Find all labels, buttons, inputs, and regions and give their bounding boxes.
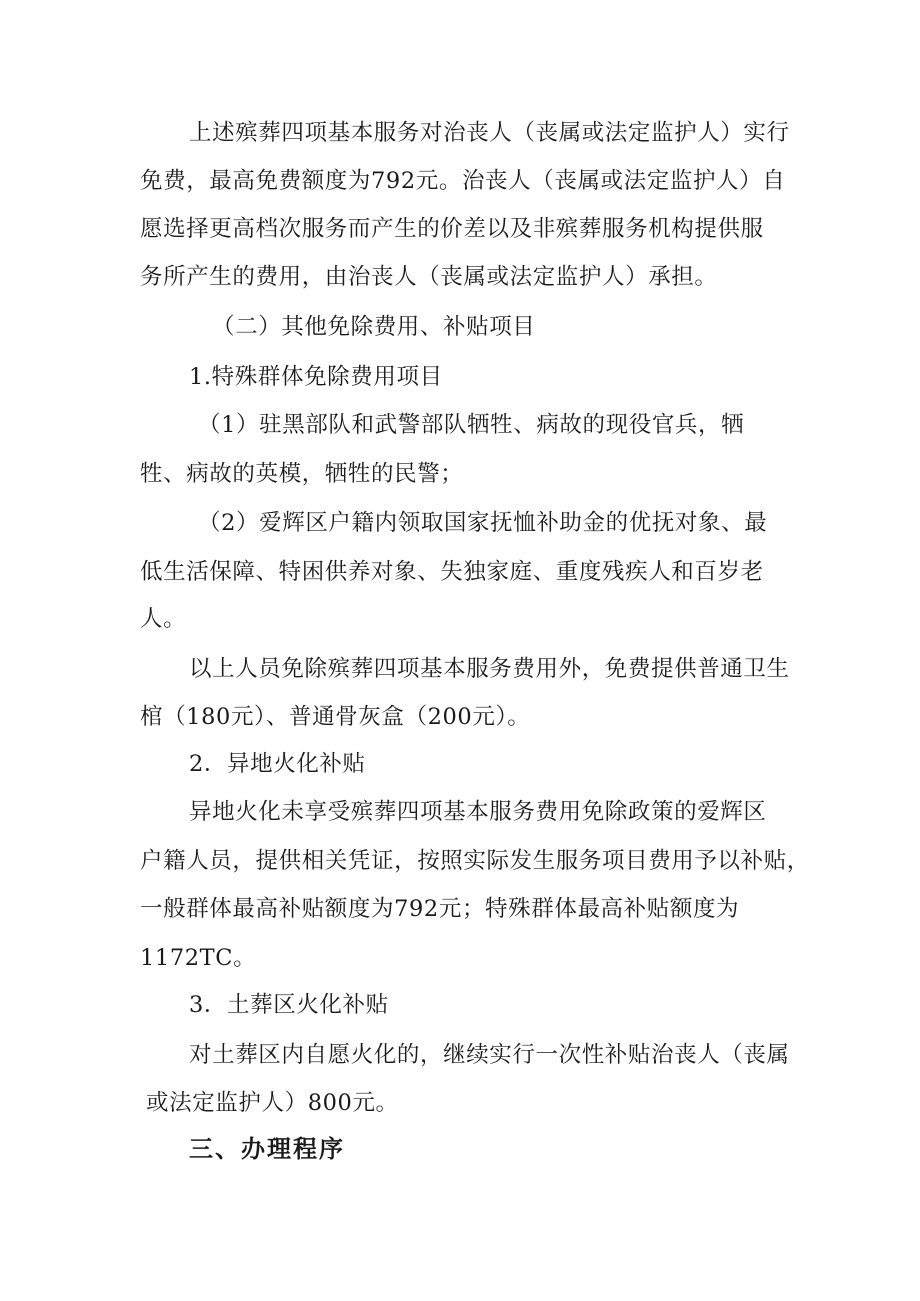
item-heading: 2．异地火化补贴 [189,751,366,777]
paragraph-line: 低生活保障、特困供养对象、失独家庭、重度残疾人和百岁老 [140,559,764,585]
paragraph-line: 户籍人员，提供相关凭证，按照实际发生服务项目费用予以补贴， [140,848,810,874]
paragraph-line: 1172TC。 [140,945,257,971]
paragraph-line: 对土葬区内自愿火化的，继续实行一次性补贴治丧人（丧属 [189,1042,790,1068]
item-heading: 1.特殊群体免除费用项目 [189,364,443,390]
paragraph-line: 人。 [140,606,187,632]
paragraph-line: （2）爱辉区户籍内领取国家抚恤补助金的优抚对象、最 [198,510,768,536]
paragraph-line: 棺（180元）、普通骨灰盒（200元）。 [140,704,531,730]
paragraph-line: 一般群体最高补贴额度为792元；特殊群体最高补贴额度为 [140,896,740,922]
paragraph-line: 异地火化未享受殡葬四项基本服务费用免除政策的爱辉区 [189,799,767,825]
paragraph-line: 牲、病故的英模，牺牲的民警； [140,461,464,487]
section-heading: 三、办理程序 [189,1135,345,1163]
paragraph-line: 或法定监护人）800元。 [146,1090,399,1116]
paragraph-line: 务所产生的费用，由治丧人（丧属或法定监护人）承担。 [140,264,718,290]
paragraph-line: 免费，最高免费额度为792元。治丧人（丧属或法定监护人）自 [140,168,786,194]
item-heading: 3．土葬区火化补贴 [189,992,389,1018]
paragraph-line: 以上人员免除殡葬四项基本服务费用外，免费提供普通卫生 [189,656,790,682]
paragraph-line: 愿选择更高档次服务而产生的价差以及非殡葬服务机构提供服 [140,216,764,242]
paragraph-line: 上述殡葬四项基本服务对治丧人（丧属或法定监护人）实行 [189,120,790,146]
paragraph-line: （1）驻黑部队和武警部队牺牲、病故的现役官兵，牺 [198,412,745,438]
section-heading: （二）其他免除费用、补贴项目 [212,314,536,340]
